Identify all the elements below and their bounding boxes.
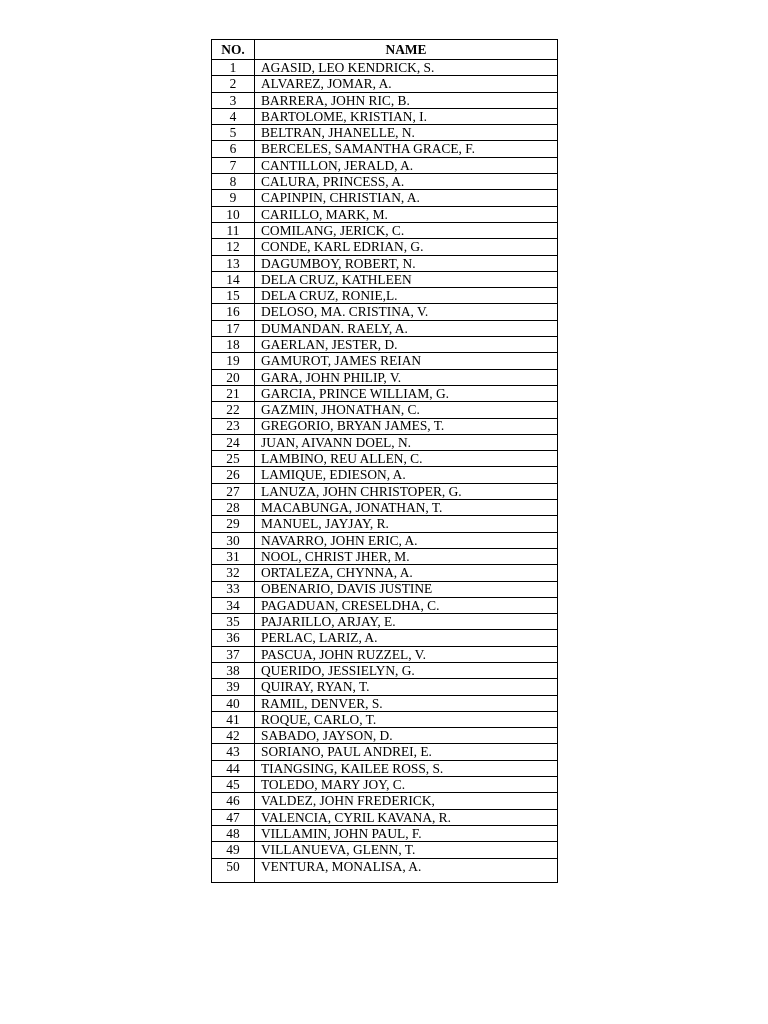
student-name-cell: RAMIL, DENVER, S. bbox=[255, 695, 558, 711]
student-name-cell: COMILANG, JERICK, C. bbox=[255, 222, 558, 238]
row-number-cell: 46 bbox=[212, 793, 255, 809]
student-name-cell: SORIANO, PAUL ANDREI, E. bbox=[255, 744, 558, 760]
student-name-cell: JUAN, AIVANN DOEL, N. bbox=[255, 434, 558, 450]
column-header-no: NO. bbox=[212, 40, 255, 60]
student-name-cell: DAGUMBOY, ROBERT, N. bbox=[255, 255, 558, 271]
student-name-cell: GARA, JOHN PHILIP, V. bbox=[255, 369, 558, 385]
student-name-cell: AGASID, LEO KENDRICK, S. bbox=[255, 60, 558, 76]
table-row bbox=[212, 337, 558, 353]
row-number-cell: 3 bbox=[212, 92, 255, 108]
row-number-cell: 6 bbox=[212, 141, 255, 157]
table-header bbox=[212, 40, 558, 60]
student-name-cell: BERCELES, SAMANTHA GRACE, F. bbox=[255, 141, 558, 157]
row-number-cell: 26 bbox=[212, 467, 255, 483]
student-name-cell: TOLEDO, MARY JOY, C. bbox=[255, 777, 558, 793]
student-name-cell: GREGORIO, BRYAN JAMES, T. bbox=[255, 418, 558, 434]
student-name-cell: QUERIDO, JESSIELYN, G. bbox=[255, 662, 558, 678]
table-row bbox=[212, 174, 558, 190]
student-name-cell: VALENCIA, CYRIL KAVANA, R. bbox=[255, 809, 558, 825]
table-row bbox=[212, 353, 558, 369]
student-name-cell: CAPINPIN, CHRISTIAN, A. bbox=[255, 190, 558, 206]
table-row bbox=[212, 793, 558, 809]
table-row bbox=[212, 385, 558, 401]
table-row bbox=[212, 809, 558, 825]
row-number-cell: 12 bbox=[212, 239, 255, 255]
row-number-cell: 34 bbox=[212, 597, 255, 613]
row-number-cell: 17 bbox=[212, 320, 255, 336]
student-name-cell: VENTURA, MONALISA, A. bbox=[255, 858, 558, 882]
student-name-cell: DELOSO, MA. CRISTINA, V. bbox=[255, 304, 558, 320]
student-name-cell: CANTILLON, JERALD, A. bbox=[255, 157, 558, 173]
row-number-cell: 35 bbox=[212, 614, 255, 630]
row-number-cell: 47 bbox=[212, 809, 255, 825]
table-row bbox=[212, 320, 558, 336]
table-row bbox=[212, 76, 558, 92]
table-row bbox=[212, 418, 558, 434]
student-name-cell: NOOL, CHRIST JHER, M. bbox=[255, 548, 558, 564]
row-number-cell: 9 bbox=[212, 190, 255, 206]
table-row bbox=[212, 434, 558, 450]
header-row bbox=[212, 40, 558, 60]
student-name-cell: NAVARRO, JOHN ERIC, A. bbox=[255, 532, 558, 548]
row-number-cell: 21 bbox=[212, 385, 255, 401]
row-number-cell: 40 bbox=[212, 695, 255, 711]
student-name-cell: CONDE, KARL EDRIAN, G. bbox=[255, 239, 558, 255]
student-name-cell: DELA CRUZ, KATHLEEN bbox=[255, 271, 558, 287]
table-row bbox=[212, 532, 558, 548]
table-row bbox=[212, 271, 558, 287]
table-body bbox=[212, 60, 558, 883]
row-number-cell: 44 bbox=[212, 760, 255, 776]
row-number-cell: 19 bbox=[212, 353, 255, 369]
table-row bbox=[212, 614, 558, 630]
table-row bbox=[212, 483, 558, 499]
student-name-cell: DUMANDAN. RAELY, A. bbox=[255, 320, 558, 336]
table-row bbox=[212, 842, 558, 858]
student-name-cell: LAMIQUE, EDIESON, A. bbox=[255, 467, 558, 483]
row-number-cell: 5 bbox=[212, 125, 255, 141]
table-row bbox=[212, 516, 558, 532]
table-row bbox=[212, 206, 558, 222]
table-row bbox=[212, 777, 558, 793]
table-row bbox=[212, 304, 558, 320]
student-name-cell: MANUEL, JAYJAY, R. bbox=[255, 516, 558, 532]
row-number-cell: 48 bbox=[212, 825, 255, 841]
table-row bbox=[212, 288, 558, 304]
table-row bbox=[212, 239, 558, 255]
student-name-cell: BELTRAN, JHANELLE, N. bbox=[255, 125, 558, 141]
table-row bbox=[212, 858, 558, 882]
row-number-cell: 13 bbox=[212, 255, 255, 271]
table-row bbox=[212, 255, 558, 271]
table-row bbox=[212, 369, 558, 385]
table-row bbox=[212, 646, 558, 662]
table-row bbox=[212, 581, 558, 597]
row-number-cell: 1 bbox=[212, 60, 255, 76]
column-header-name: NAME bbox=[255, 40, 558, 60]
student-name-cell: BARTOLOME, KRISTIAN, I. bbox=[255, 108, 558, 124]
row-number-cell: 10 bbox=[212, 206, 255, 222]
row-number-cell: 7 bbox=[212, 157, 255, 173]
student-name-cell: LAMBINO, REU ALLEN, C. bbox=[255, 451, 558, 467]
table-row bbox=[212, 108, 558, 124]
row-number-cell: 41 bbox=[212, 711, 255, 727]
row-number-cell: 30 bbox=[212, 532, 255, 548]
student-name-cell: QUIRAY, RYAN, T. bbox=[255, 679, 558, 695]
student-name-cell: BARRERA, JOHN RIC, B. bbox=[255, 92, 558, 108]
row-number-cell: 25 bbox=[212, 451, 255, 467]
table-row bbox=[212, 662, 558, 678]
student-name-cell: PAJARILLO, ARJAY, E. bbox=[255, 614, 558, 630]
student-roster-table bbox=[211, 39, 558, 883]
table-row bbox=[212, 190, 558, 206]
table-row bbox=[212, 60, 558, 76]
table-row bbox=[212, 500, 558, 516]
row-number-cell: 36 bbox=[212, 630, 255, 646]
row-number-cell: 32 bbox=[212, 565, 255, 581]
row-number-cell: 29 bbox=[212, 516, 255, 532]
student-name-cell: CALURA, PRINCESS, A. bbox=[255, 174, 558, 190]
student-name-cell: DELA CRUZ, RONIE,L. bbox=[255, 288, 558, 304]
row-number-cell: 11 bbox=[212, 222, 255, 238]
student-name-cell: GARCIA, PRINCE WILLIAM, G. bbox=[255, 385, 558, 401]
row-number-cell: 4 bbox=[212, 108, 255, 124]
table-row bbox=[212, 548, 558, 564]
table-row bbox=[212, 451, 558, 467]
student-name-cell: SABADO, JAYSON, D. bbox=[255, 728, 558, 744]
row-number-cell: 8 bbox=[212, 174, 255, 190]
row-number-cell: 2 bbox=[212, 76, 255, 92]
table-row bbox=[212, 92, 558, 108]
table-row bbox=[212, 744, 558, 760]
student-name-cell: ROQUE, CARLO, T. bbox=[255, 711, 558, 727]
table-row bbox=[212, 711, 558, 727]
table-row bbox=[212, 728, 558, 744]
student-name-cell: VILLAMIN, JOHN PAUL, F. bbox=[255, 825, 558, 841]
student-name-cell: GAZMIN, JHONATHAN, C. bbox=[255, 402, 558, 418]
row-number-cell: 23 bbox=[212, 418, 255, 434]
student-name-cell: ALVAREZ, JOMAR, A. bbox=[255, 76, 558, 92]
table-row bbox=[212, 157, 558, 173]
student-name-cell: OBENARIO, DAVIS JUSTINE bbox=[255, 581, 558, 597]
table-row bbox=[212, 630, 558, 646]
row-number-cell: 20 bbox=[212, 369, 255, 385]
student-name-cell: PAGADUAN, CRESELDHA, C. bbox=[255, 597, 558, 613]
table-row bbox=[212, 402, 558, 418]
row-number-cell: 49 bbox=[212, 842, 255, 858]
row-number-cell: 45 bbox=[212, 777, 255, 793]
table-row bbox=[212, 695, 558, 711]
row-number-cell: 42 bbox=[212, 728, 255, 744]
table-row bbox=[212, 825, 558, 841]
student-name-cell: TIANGSING, KAILEE ROSS, S. bbox=[255, 760, 558, 776]
student-name-cell: CARILLO, MARK, M. bbox=[255, 206, 558, 222]
table-row bbox=[212, 760, 558, 776]
student-name-cell: LANUZA, JOHN CHRISTOPER, G. bbox=[255, 483, 558, 499]
row-number-cell: 27 bbox=[212, 483, 255, 499]
row-number-cell: 16 bbox=[212, 304, 255, 320]
table-row bbox=[212, 141, 558, 157]
row-number-cell: 50 bbox=[212, 858, 255, 882]
student-name-cell: MACABUNGA, JONATHAN, T. bbox=[255, 500, 558, 516]
row-number-cell: 24 bbox=[212, 434, 255, 450]
table-row bbox=[212, 467, 558, 483]
row-number-cell: 14 bbox=[212, 271, 255, 287]
row-number-cell: 33 bbox=[212, 581, 255, 597]
row-number-cell: 15 bbox=[212, 288, 255, 304]
row-number-cell: 28 bbox=[212, 500, 255, 516]
student-name-cell: VILLANUEVA, GLENN, T. bbox=[255, 842, 558, 858]
table-row bbox=[212, 125, 558, 141]
table-row bbox=[212, 597, 558, 613]
row-number-cell: 38 bbox=[212, 662, 255, 678]
student-name-cell: VALDEZ, JOHN FREDERICK, bbox=[255, 793, 558, 809]
student-name-cell: GAMUROT, JAMES REIAN bbox=[255, 353, 558, 369]
student-name-cell: PASCUA, JOHN RUZZEL, V. bbox=[255, 646, 558, 662]
row-number-cell: 31 bbox=[212, 548, 255, 564]
row-number-cell: 37 bbox=[212, 646, 255, 662]
row-number-cell: 39 bbox=[212, 679, 255, 695]
row-number-cell: 22 bbox=[212, 402, 255, 418]
row-number-cell: 43 bbox=[212, 744, 255, 760]
table-row bbox=[212, 565, 558, 581]
student-name-cell: ORTALEZA, CHYNNA, A. bbox=[255, 565, 558, 581]
student-name-cell: GAERLAN, JESTER, D. bbox=[255, 337, 558, 353]
table-row bbox=[212, 222, 558, 238]
student-name-cell: PERLAC, LARIZ, A. bbox=[255, 630, 558, 646]
table-row bbox=[212, 679, 558, 695]
row-number-cell: 18 bbox=[212, 337, 255, 353]
